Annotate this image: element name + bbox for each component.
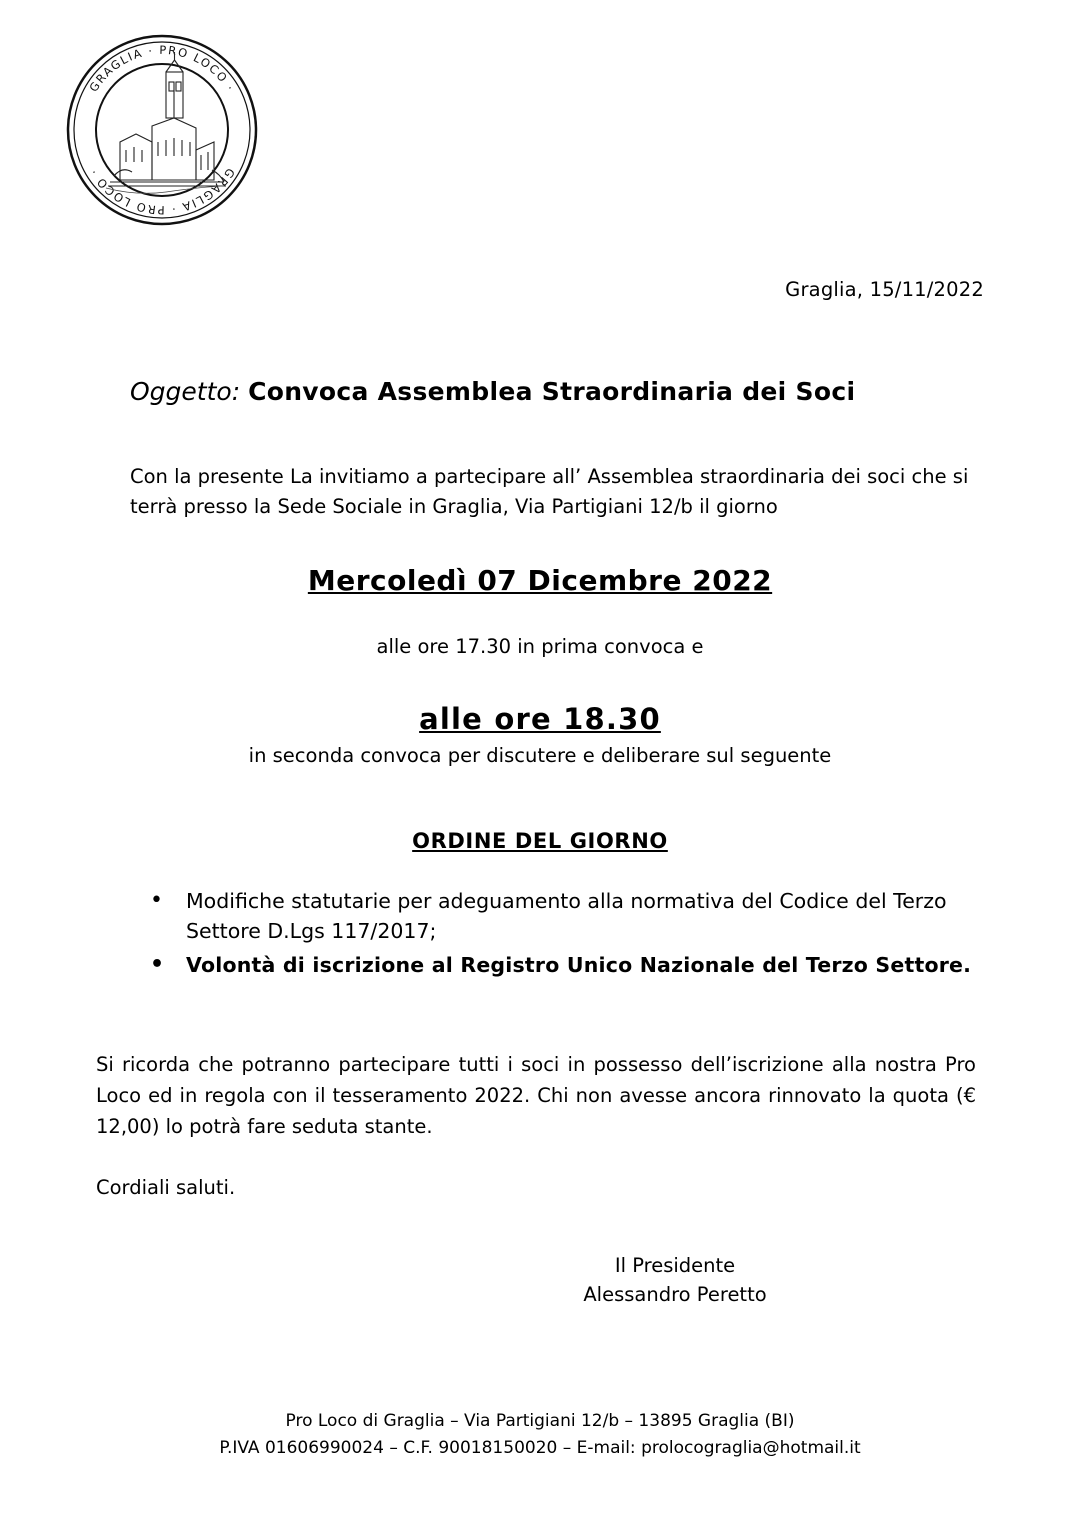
regards-line: Cordiali saluti. <box>96 1176 236 1200</box>
second-call-line: in seconda convoca per discutere e deliberare sul seguente <box>248 744 832 768</box>
agenda-list <box>96 887 984 980</box>
svg-text:GRAGLIA · PRO LOCO ·: GRAGLIA · PRO LOCO · <box>86 42 238 95</box>
meeting-date-headline: Mercoledì 07 Dicembre 2022 <box>307 564 773 598</box>
page-footer <box>0 1408 1080 1462</box>
membership-note: Si ricorda che potranno partecipare tutti i soci in possesso dell’iscrizione alla nostra Pro Loco ed in regola con il tesseramento 2022. Chi non avesse ancora rinnovato la quota (€ 12,00) lo potrà fare seduta stante. <box>96 1052 976 1138</box>
svg-text:GRAGLIA · PRO LOCO ·: GRAGLIA · PRO LOCO · <box>86 165 238 218</box>
footer-line-1: Pro Loco di Graglia – Via Partigiani 12/b – 13895 Graglia (BI) <box>285 1411 795 1431</box>
agenda-title: ORDINE DEL GIORNO <box>412 829 668 854</box>
subject-line <box>130 377 984 406</box>
list-item: • Modifiche statutarie per adeguamento alla normativa del Codice del Terzo Settore D.Lgs 117/2017; <box>150 887 984 946</box>
date-line: Graglia, 15/11/2022 <box>785 278 984 301</box>
first-call-line: alle ore 17.30 in prima convoca e <box>376 635 704 659</box>
footer-line-2: P.IVA 01606990024 – C.F. 90018150020 – E-mail: prolocograglia@hotmail.it <box>219 1438 861 1459</box>
second-call-time: alle ore 18.30 <box>419 702 661 737</box>
list-item: • Volontà di iscrizione al Registro Unico Nazionale del Terzo Settore. <box>150 951 984 981</box>
intro-paragraph: Con la presente La invitiamo a partecipare all’ Assemblea straordinaria dei soci che si terrà presso la Sede Sociale in Graglia, Via Partigiani 12/b il giorno <box>130 465 969 519</box>
pro-loco-graglia-seal-icon <box>62 30 262 230</box>
signature-name: Alessandro Peretto <box>583 1283 767 1307</box>
subject-label: Oggetto: <box>130 377 241 406</box>
document-body <box>96 278 984 1310</box>
signature-block <box>96 1251 984 1310</box>
signature-title: Il Presidente <box>614 1254 736 1278</box>
subject-value: Convoca Assemblea Straordinaria dei Soci <box>248 377 856 406</box>
